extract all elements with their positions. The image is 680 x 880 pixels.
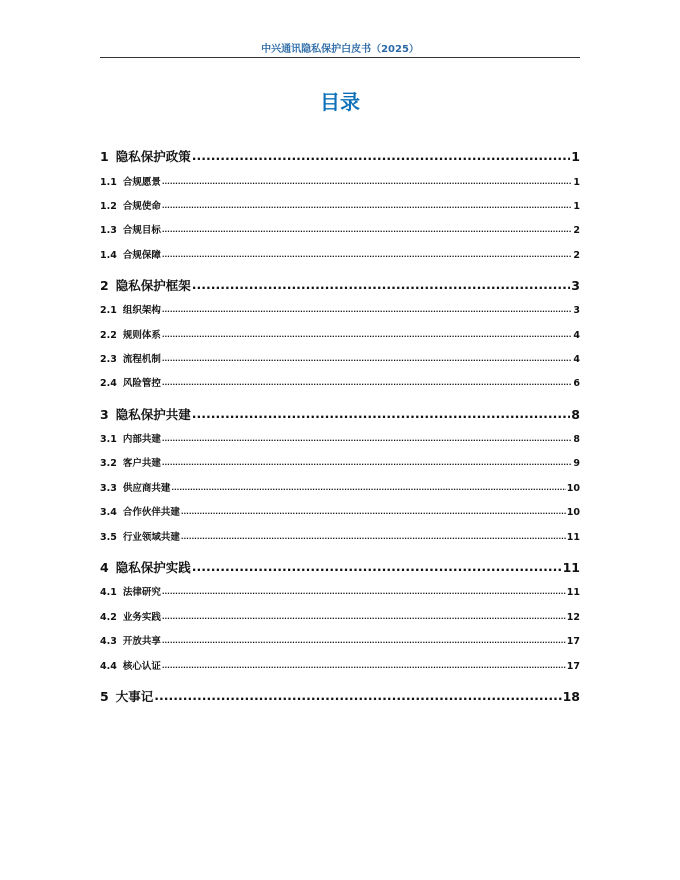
toc-entry-title: 行业领域共建 (122, 532, 180, 543)
toc-entry-number: 4.1 (100, 587, 117, 598)
toc-page-number: 8 (573, 434, 580, 445)
page-title: 目录 (320, 90, 360, 114)
toc-dot-leader (162, 457, 573, 467)
toc-page-number: 4 (573, 354, 580, 365)
toc-section-entry[interactable] (100, 247, 580, 261)
toc-chapter-entry[interactable] (100, 405, 580, 423)
toc-entry-title: 隐私保护政策 (115, 149, 191, 164)
toc-section-entry[interactable] (100, 302, 580, 316)
toc-page-number: 1 (571, 149, 580, 164)
toc-dot-leader (162, 433, 573, 443)
toc-page-number: 10 (566, 507, 580, 518)
toc-dot-leader (162, 635, 566, 645)
toc-dot-leader (162, 329, 573, 339)
toc-entry-title: 组织架构 (122, 305, 161, 316)
toc-entry-number: 3.2 (100, 458, 117, 469)
toc-section-entry[interactable] (100, 351, 580, 365)
toc-page-number: 2 (573, 250, 580, 261)
toc-page-number: 17 (566, 636, 580, 647)
toc-entry-title: 内部共建 (122, 434, 161, 445)
toc-section-entry[interactable] (100, 222, 580, 236)
toc-dot-leader (181, 531, 566, 541)
toc-entry-number: 1.2 (100, 201, 117, 212)
toc-chapter-entry[interactable] (100, 276, 580, 294)
toc-entry-number: 1 (100, 149, 109, 164)
toc-page-number: 3 (571, 278, 580, 293)
toc-entry-number: 4.2 (100, 612, 117, 623)
toc-entry-number: 3.4 (100, 507, 117, 518)
toc-entry-number: 4.4 (100, 661, 117, 672)
toc-entry-title: 隐私保护实践 (115, 560, 191, 575)
toc-entry-title: 流程机制 (122, 354, 161, 365)
toc-section-entry[interactable] (100, 375, 580, 389)
toc-entry-title: 风险管控 (122, 378, 161, 389)
toc-entry-number: 1.4 (100, 250, 117, 261)
toc-entry-title: 隐私保护框架 (115, 278, 191, 293)
toc-chapter-entry[interactable] (100, 687, 580, 705)
toc-dot-leader (162, 353, 573, 363)
toc-dot-leader (192, 407, 571, 420)
toc-dot-leader (171, 482, 565, 492)
toc-dot-leader (181, 506, 566, 516)
toc-entry-number: 2 (100, 278, 109, 293)
toc-section-entry[interactable] (100, 327, 580, 341)
toc-entry-title: 隐私保护共建 (115, 407, 191, 422)
toc-dot-leader (192, 560, 562, 573)
toc-page-number: 4 (573, 330, 580, 341)
toc-page-number: 9 (573, 458, 580, 469)
toc-chapter-entry[interactable] (100, 558, 580, 576)
toc-dot-leader (162, 200, 573, 210)
toc-section-entry[interactable] (100, 480, 580, 494)
toc-entry-number: 3.3 (100, 483, 117, 494)
toc-section-entry[interactable] (100, 455, 580, 469)
toc-entry-number: 1.3 (100, 225, 117, 236)
toc-dot-leader (162, 249, 573, 259)
toc-page-number: 12 (566, 612, 580, 623)
toc-entry-number: 4 (100, 560, 109, 575)
toc-page-number: 6 (573, 378, 580, 389)
toc-page-number: 11 (566, 532, 580, 543)
toc-entry-title: 开放共享 (122, 636, 161, 647)
toc-entry-number: 4.3 (100, 636, 117, 647)
running-header: 中兴通讯隐私保护白皮书（2025） (261, 44, 419, 55)
toc-section-entry[interactable] (100, 633, 580, 647)
toc-entry-title: 业务实践 (122, 612, 161, 623)
toc-section-entry[interactable] (100, 584, 580, 598)
toc-page-number: 18 (562, 689, 580, 704)
toc-entry-title: 供应商共建 (122, 483, 171, 494)
toc-dot-leader (162, 660, 566, 670)
toc-dot-leader (162, 176, 573, 186)
toc-entry-title: 合规愿景 (122, 177, 161, 188)
toc-chapter-entry[interactable] (100, 147, 580, 165)
toc-dot-leader (192, 278, 571, 291)
toc-section-entry[interactable] (100, 529, 580, 543)
toc-dot-leader (162, 304, 573, 314)
toc-entry-number: 3.1 (100, 434, 117, 445)
toc-entry-title: 核心认证 (122, 661, 161, 672)
toc-page-number: 11 (566, 587, 580, 598)
toc-page-number: 17 (566, 661, 580, 672)
toc-entry-title: 法律研究 (122, 587, 161, 598)
toc-dot-leader (192, 149, 571, 162)
toc-page-number: 8 (571, 407, 580, 422)
toc-page-number: 3 (573, 305, 580, 316)
toc-section-entry[interactable] (100, 658, 580, 672)
toc-page-number: 11 (562, 560, 580, 575)
toc-dot-leader (162, 224, 573, 234)
toc-dot-leader (162, 377, 573, 387)
toc-entry-title: 合作伙伴共建 (122, 507, 180, 518)
toc-entry-number: 2.2 (100, 330, 117, 341)
toc-dot-leader (154, 689, 561, 702)
toc-entry-title: 客户共建 (122, 458, 161, 469)
toc-entry-title: 大事记 (115, 689, 154, 704)
toc-dot-leader (162, 611, 566, 621)
toc-entry-title: 合规目标 (122, 225, 161, 236)
toc-entry-number: 1.1 (100, 177, 117, 188)
toc-entry-title: 合规使命 (122, 201, 161, 212)
toc-entry-number: 5 (100, 689, 109, 704)
toc-entry-title: 规则体系 (122, 330, 161, 341)
toc-section-entry[interactable] (100, 609, 580, 623)
toc-entry-number: 3.5 (100, 532, 117, 543)
toc-entry-number: 2.3 (100, 354, 117, 365)
toc-page-number: 2 (573, 225, 580, 236)
toc-entry-number: 3 (100, 407, 109, 422)
header-divider (100, 57, 580, 58)
toc-entry-title: 合规保障 (122, 250, 161, 261)
toc-section-entry[interactable] (100, 504, 580, 518)
toc-section-entry[interactable] (100, 174, 580, 188)
toc-dot-leader (162, 586, 566, 596)
toc-entry-number: 2.4 (100, 378, 117, 389)
toc-section-entry[interactable] (100, 198, 580, 212)
toc-page-number: 1 (573, 201, 580, 212)
toc-page-number: 1 (573, 177, 580, 188)
toc-section-entry[interactable] (100, 431, 580, 445)
toc-entry-number: 2.1 (100, 305, 117, 316)
toc-page-number: 10 (566, 483, 580, 494)
